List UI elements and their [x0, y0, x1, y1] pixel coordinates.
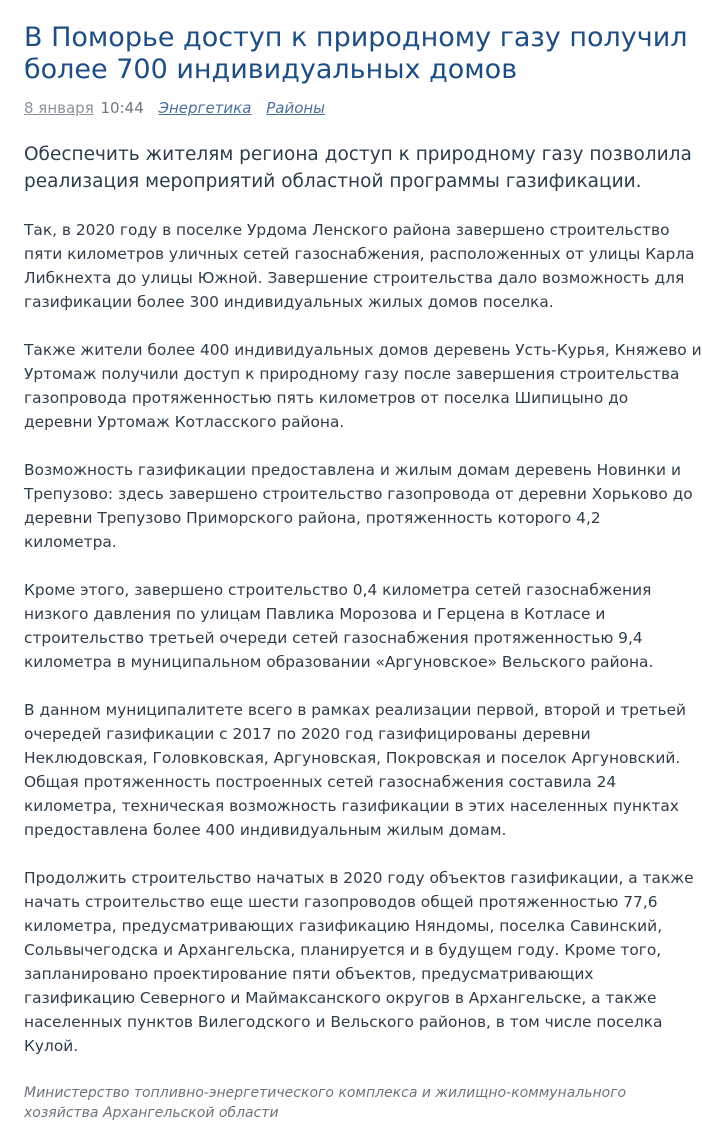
paragraph-line: километра. — [24, 533, 117, 551]
paragraph-line: В данном муниципалитете всего в рамках реализации первой, второй и третьей — [24, 701, 687, 719]
paragraph-line: деревни Трепузово Приморского района, протяженность которого 4,2 — [24, 509, 601, 527]
paragraph-line: Возможность газификации предоставлена и жилым домам деревень Новинки и — [24, 461, 681, 479]
paragraph-line: Продолжить строительство начатых в 2020 году объектов газификации, а также — [24, 869, 694, 887]
category-link-energy[interactable]: Энергетика — [158, 99, 252, 117]
paragraph-line: строительство третьей очереди сетей газоснабжения протяженностью 9,4 — [24, 629, 643, 647]
article-meta — [24, 98, 631, 118]
paragraph-line: Кроме этого, завершено строительство 0,4 километра сетей газоснабжения — [24, 581, 652, 599]
paragraph-line: низкого давления по улицам Павлика Морозова и Герцена в Котласе и — [24, 605, 606, 623]
paragraph-line: Также жители более 400 индивидуальных домов деревень Усть-Курья, Княжево и — [24, 341, 702, 359]
paragraph-line: Так, в 2020 году в поселке Урдома Ленского района завершено строительство — [24, 221, 670, 239]
article-title-line: более 700 индивидуальных домов — [24, 54, 518, 85]
paragraph-line: газификации более 300 индивидуальных жилых домов поселка. — [24, 293, 554, 311]
article-lead-line: Обеспечить жителям региона доступ к природному газу позволила — [24, 144, 692, 165]
paragraph-line: деревни Уртомаж Котласского района. — [24, 413, 345, 431]
article-title-line: В Поморье доступ к природному газу получил — [24, 22, 688, 53]
paragraph-line: километра в муниципальном образовании «Аргуновское» Вельского района. — [24, 653, 654, 671]
paragraph-line: населенных пунктов Вилегодского и Вельского районов, в том числе поселка — [24, 1013, 663, 1031]
paragraph-line: запланировано проектирование пяти объектов, предусматривающих — [24, 965, 594, 983]
source-line: хозяйства Архангельской области — [24, 1105, 279, 1121]
article-paragraph — [24, 578, 654, 674]
article-date-link[interactable]: 8 января — [24, 99, 94, 117]
paragraph-line: Трепузово: здесь завершено строительство газопровода от деревни Хорьково до — [24, 485, 693, 503]
paragraph-line: начать строительство еще шести газопроводов общей протяженностью 77,6 — [24, 893, 658, 911]
article-lead-line: реализация мероприятий областной программы газификации. — [24, 171, 642, 192]
article-source — [24, 1083, 631, 1123]
paragraph-line: очередей газификации с 2017 по 2020 год газифицированы деревни — [24, 725, 591, 743]
article-paragraph — [24, 338, 702, 434]
article-lead — [24, 141, 692, 195]
paragraph-line: Кулой. — [24, 1037, 79, 1055]
article-time: 10:44 — [100, 99, 144, 117]
paragraph-line: газопровода протяженностью пять километров от поселка Шипицыно до — [24, 389, 629, 407]
article-paragraph — [24, 698, 687, 842]
paragraph-line: предоставлена более 400 индивидуальным жилым домам. — [24, 821, 507, 839]
paragraph-line: газификацию Северного и Маймаксанского округов в Архангельске, а также — [24, 989, 657, 1007]
article-paragraph — [24, 218, 695, 314]
source-line: Министерство топливно-энергетического комплекса и жилищно-коммунального — [24, 1085, 627, 1101]
paragraph-line: Неклюдовская, Головковская, Аргуновская, Покровская и поселок Аргуновский. — [24, 749, 681, 767]
article-paragraph — [24, 458, 693, 554]
paragraph-line: Уртомаж получили доступ к природному газу после завершения строительства — [24, 365, 680, 383]
article-title — [24, 0, 688, 86]
article-body — [24, 218, 702, 1058]
paragraph-line: километра, предусматривающих газификацию Няндомы, поселка Савинский, — [24, 917, 663, 935]
paragraph-line: Сольвычегодска и Архангельска, планируется и в будущем году. Кроме того, — [24, 941, 662, 959]
category-link-districts[interactable]: Районы — [266, 99, 326, 117]
paragraph-line: Общая протяженность построенных сетей газоснабжения составила 24 — [24, 773, 617, 791]
paragraph-line: Либкнехта до улицы Южной. Завершение строительства дало возможность для — [24, 269, 685, 287]
paragraph-line: пяти километров уличных сетей газоснабжения, расположенных от улицы Карла — [24, 245, 695, 263]
paragraph-line: километра, техническая возможность газификации в этих населенных пунктах — [24, 797, 679, 815]
article-paragraph — [24, 866, 694, 1058]
